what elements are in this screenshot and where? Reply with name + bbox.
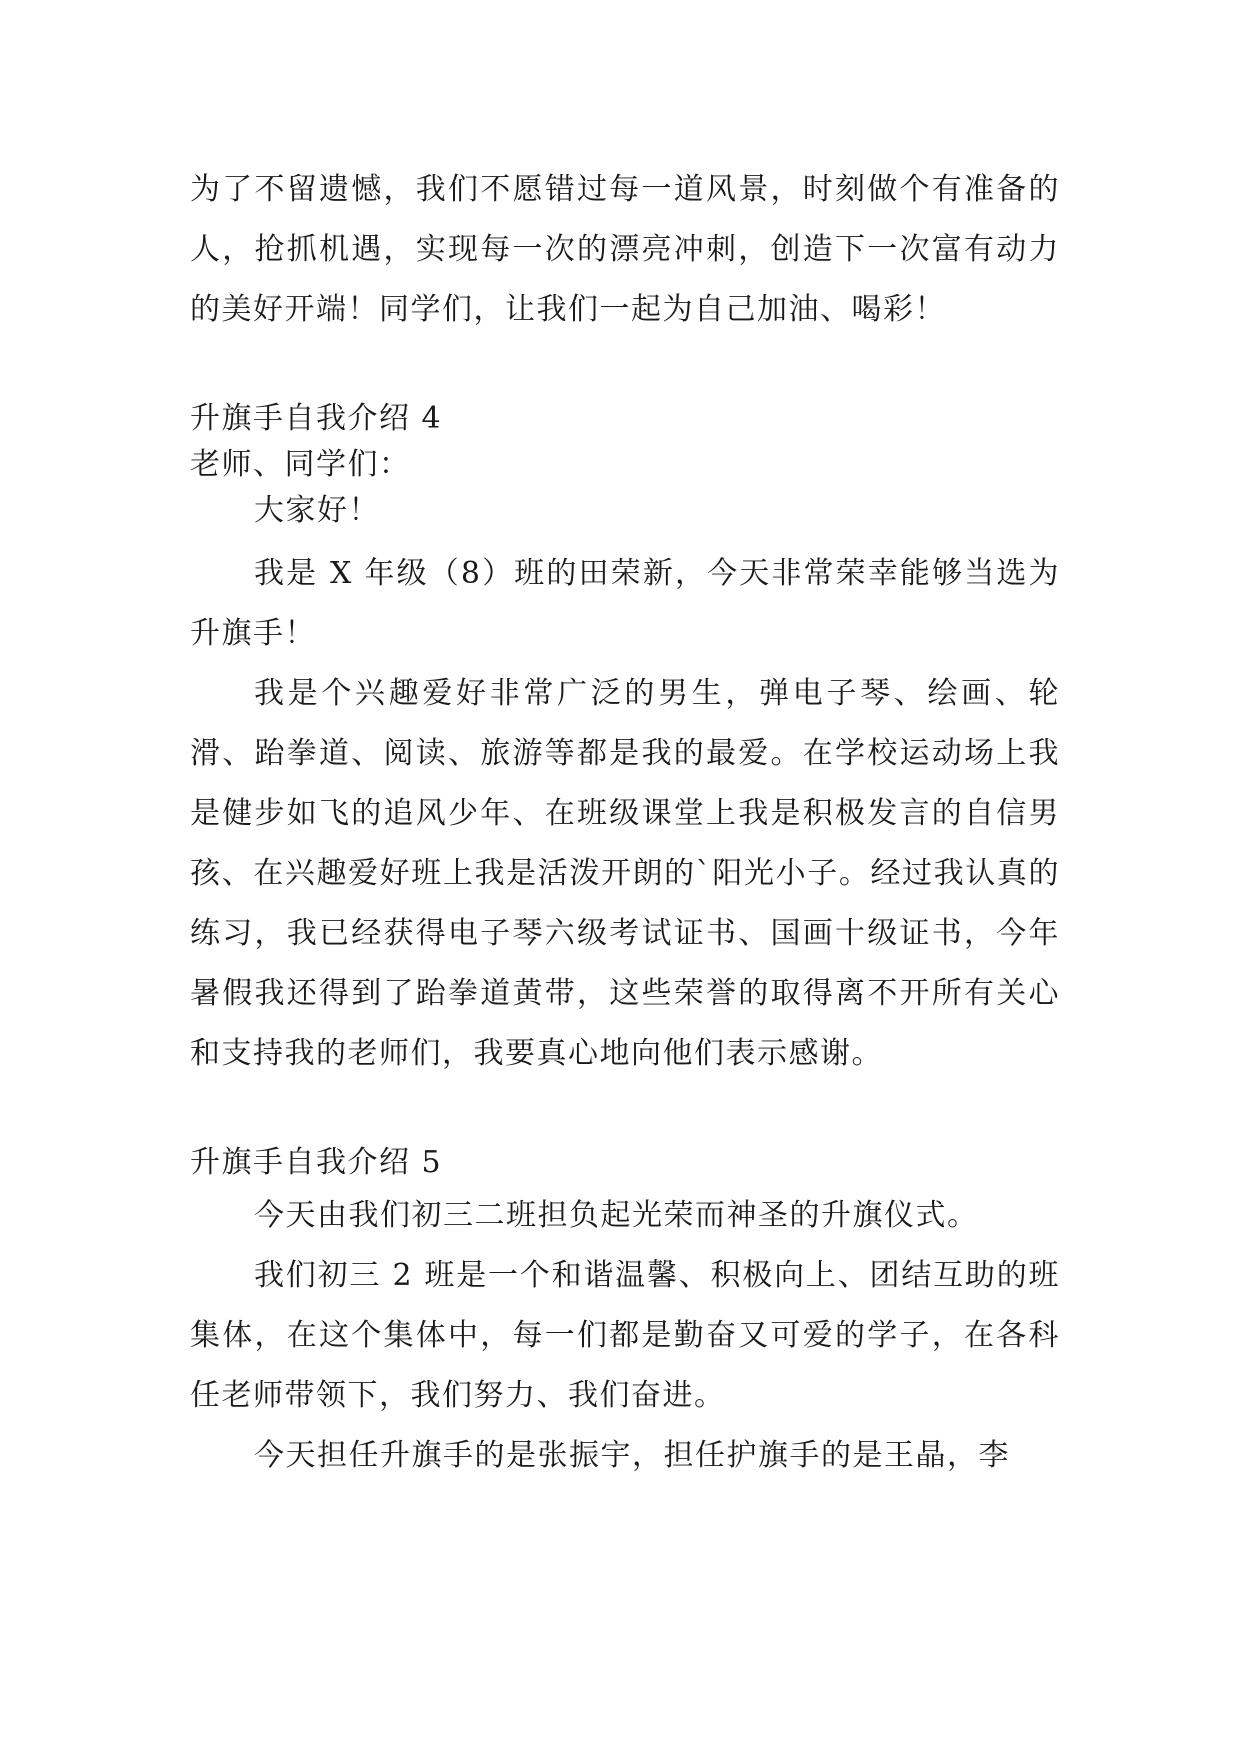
section-5-paragraph-1: 今天由我们初三二班担负起光荣而神圣的升旗仪式。: [254, 1198, 979, 1233]
section-5-paragraph-2: 我们初三 2 班是一个和谐温馨、积极向上、团结互助的班集体，在这个集体中，每一们都是勤奋又可爱的学子，在各科任老师带领下，我们努力、我们奋进。: [190, 1258, 1060, 1413]
section-4-paragraph-2: 我是个兴趣爱好非常广泛的男生，弹电子琴、绘画、轮滑、跆拳道、阅读、旅游等都是我的最爱。在学校运动场上我是健步如飞的追风少年、在班级课堂上我是积极发言的自信男孩、在兴趣爱好班上我是活泼开朗的`阳光小子。经过我认真的练习，我已经获得电子琴六级考试证书、国画十级证书，今年暑假我还得到了跆拳道黄带，这些荣誉的取得离不开所有关心和支持我的老师们，我要真心地向他们表示感谢。: [190, 676, 1060, 1071]
section-4-paragraph-1: 我是 X 年级（8）班的田荣新，今天非常荣幸能够当选为升旗手！: [190, 556, 1060, 651]
section-4-title: 升旗手自我介绍 4: [190, 401, 443, 436]
section-4-greeting: 大家好！: [254, 493, 380, 528]
section-4-salutation: 老师、同学们：: [190, 447, 411, 482]
paragraph-closing-section3: 为了不留遗憾，我们不愿错过每一道风景，时刻做个有准备的人，抢抓机遇，实现每一次的漂亮冲刺，创造下一次富有动力的美好开端！同学们，让我们一起为自己加油、喝彩！: [190, 172, 1060, 327]
section-5-title: 升旗手自我介绍 5: [190, 1145, 443, 1180]
section-spacer: [190, 1084, 1060, 1140]
section-spacer: [190, 340, 1060, 396]
section-5-paragraph-3: 今天担任升旗手的是张振宇，担任护旗手的是王晶，李: [254, 1438, 1010, 1473]
document-body: [190, 160, 1060, 1486]
line-spacer: [190, 534, 1060, 544]
